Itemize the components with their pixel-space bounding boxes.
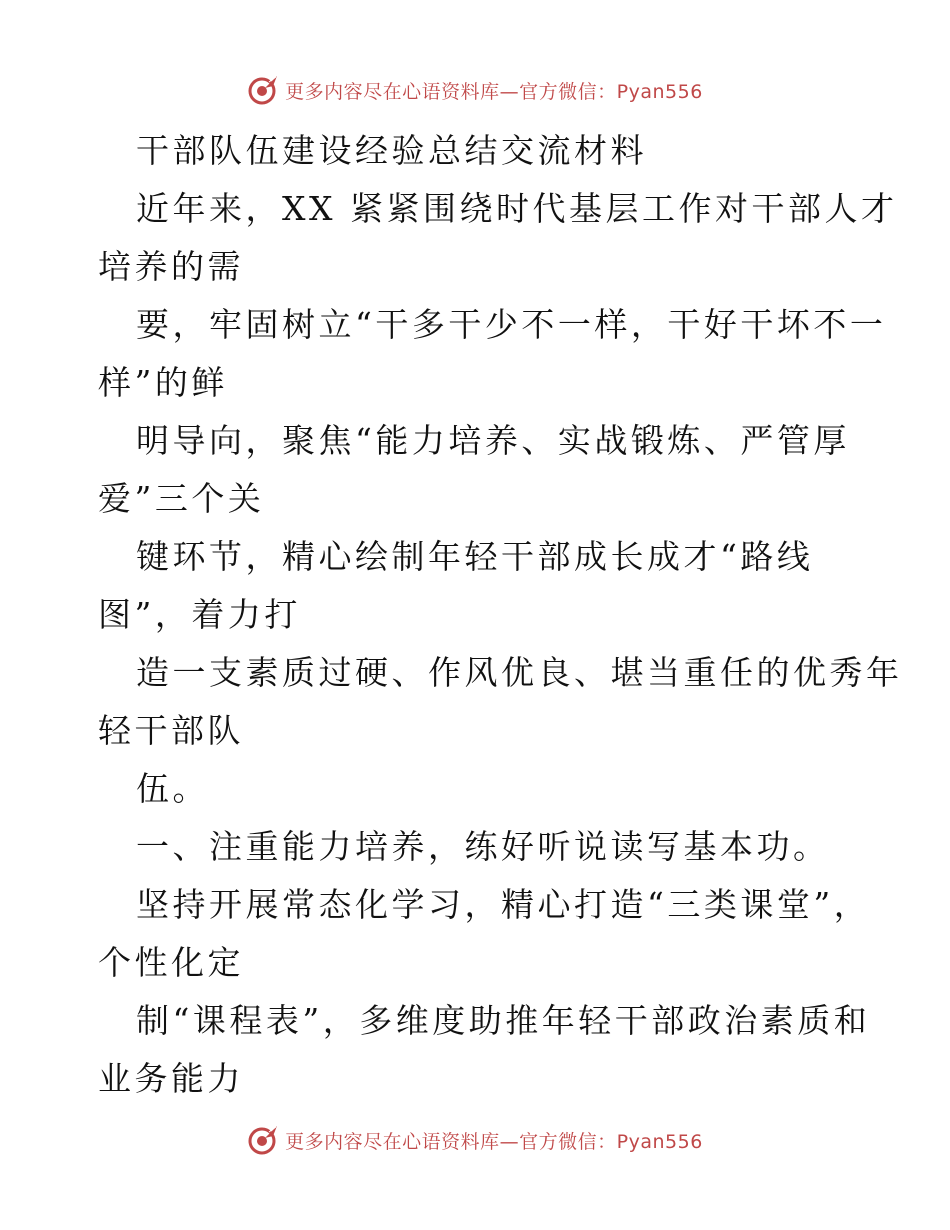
quill-logo-icon xyxy=(247,1124,279,1156)
quill-logo-icon xyxy=(247,74,279,106)
text-line: 干部队伍建设经验总结交流材料 xyxy=(136,131,647,170)
text-line: 伍。 xyxy=(136,769,209,808)
watermark-text: 更多内容尽在心语资料库—官方微信：Pyan556 xyxy=(285,1130,703,1153)
text-line: 业务能力 xyxy=(98,1059,244,1098)
text-line: 键环节，精心绘制年轻干部成长成才“路线 xyxy=(136,537,814,576)
text-line: 图”，着力打 xyxy=(98,595,301,634)
text-line: 轻干部队 xyxy=(98,711,244,750)
text-line: 近年来，XX 紧紧围绕时代基层工作对干部人才 xyxy=(136,189,898,228)
header-watermark xyxy=(0,70,950,110)
text-line: 制“课程表”，多维度助推年轻干部政治素质和 xyxy=(136,1001,871,1040)
document-body xyxy=(98,122,903,1108)
footer-watermark xyxy=(0,1120,950,1160)
text-line: 培养的需 xyxy=(98,247,244,286)
text-line: 明导向，聚焦“能力培养、实战锻炼、严管厚 xyxy=(136,421,850,460)
text-line: 要，牢固树立“干多干少不一样，干好干坏不一 xyxy=(136,305,887,344)
text-line: 一、注重能力培养，练好听说读写基本功。 xyxy=(136,827,830,866)
text-line: 坚持开展常态化学习，精心打造“三类课堂”， xyxy=(136,885,871,924)
text-line: 爱”三个关 xyxy=(98,479,265,518)
text-line: 造一支素质过硬、作风优良、堪当重任的优秀年 xyxy=(136,653,903,692)
text-line: 样”的鲜 xyxy=(98,363,228,402)
text-line: 个性化定 xyxy=(98,943,244,982)
watermark-text: 更多内容尽在心语资料库—官方微信：Pyan556 xyxy=(285,80,703,103)
